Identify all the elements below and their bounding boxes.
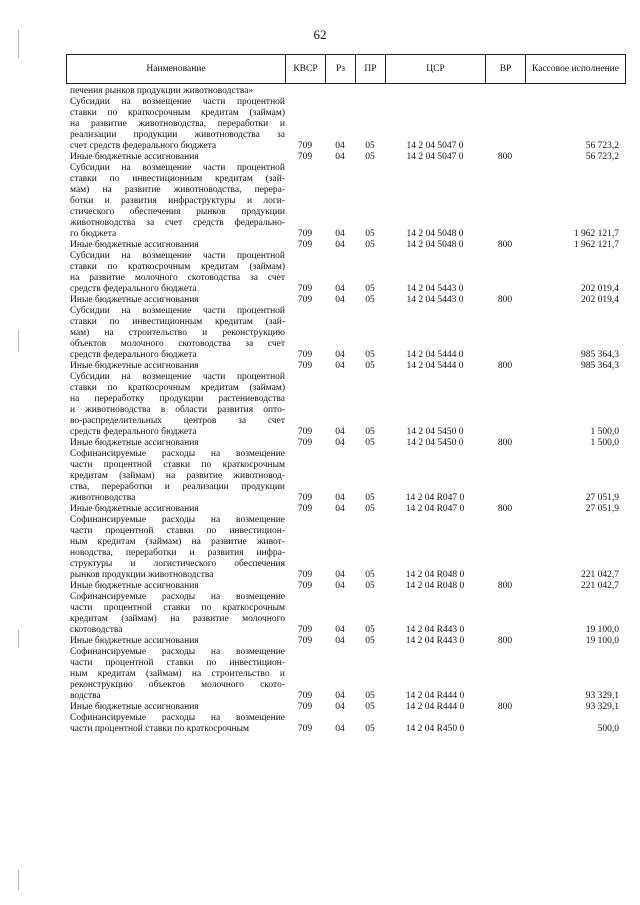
row-name-line: Софинансируемые расходы на возмещение bbox=[70, 647, 285, 657]
row-name-line: во-распределительных центров за счет bbox=[70, 416, 285, 426]
row-name-line: Субсидии на возмещение части процентной bbox=[70, 372, 285, 382]
row-csr: 14 2 04 5443 0 bbox=[406, 295, 464, 305]
row-name-line: Иные бюджетные ассигнования bbox=[70, 361, 199, 371]
row-name-line: реконструкцию объектов молочного ското- bbox=[70, 680, 285, 690]
row-vr bbox=[485, 306, 525, 361]
row-amount: 56 723,2 bbox=[585, 141, 619, 151]
row-vr bbox=[485, 515, 525, 581]
row-kvsr: 709 bbox=[297, 504, 313, 514]
row-csr: 14 2 04 5047 0 bbox=[406, 152, 464, 162]
row-amount: 19 100,0 bbox=[585, 636, 619, 646]
row-name bbox=[66, 163, 285, 240]
row-pr: 05 bbox=[365, 350, 375, 360]
row-name-line: средств федерального бюджета bbox=[70, 350, 197, 360]
row-kvsr: 709 bbox=[297, 724, 313, 734]
table-row bbox=[66, 152, 625, 163]
row-rz: 04 bbox=[335, 350, 345, 360]
row-rz: 04 bbox=[335, 240, 345, 250]
row-name-line: Иные бюджетные ассигнования bbox=[70, 152, 199, 162]
row-pr: 05 bbox=[365, 702, 375, 712]
row-name-line: Иные бюджетные ассигнования bbox=[70, 636, 199, 646]
row-name bbox=[66, 702, 285, 713]
row-pr: 05 bbox=[365, 295, 375, 305]
row-name-line: печения рынков продукции животноводства» bbox=[70, 86, 254, 96]
row-csr: 14 2 04 R444 0 bbox=[405, 691, 465, 701]
row-kvsr: 709 bbox=[297, 625, 313, 635]
row-rz: 04 bbox=[335, 295, 345, 305]
row-rz: 04 bbox=[335, 152, 345, 162]
row-name-line: ставки по краткосрочным кредитам (займам) bbox=[70, 383, 285, 393]
row-vr bbox=[485, 647, 525, 702]
budget-table-body bbox=[66, 86, 625, 735]
row-rz: 04 bbox=[335, 229, 345, 239]
row-kvsr: 709 bbox=[297, 702, 313, 712]
row-name-line: Иные бюджетные ассигнования bbox=[70, 504, 199, 514]
row-amount: 93 329,1 bbox=[585, 691, 619, 701]
row-name-line: ботки и развития инфраструктуры и логи- bbox=[70, 196, 285, 206]
row-name-line: части процентной ставки по краткосрочным bbox=[70, 724, 250, 734]
row-name-line: Иные бюджетные ассигнования bbox=[70, 702, 199, 712]
row-amount: 93 329,1 bbox=[585, 702, 619, 712]
row-kvsr bbox=[285, 86, 325, 97]
row-pr: 05 bbox=[365, 691, 375, 701]
row-vr bbox=[485, 251, 525, 295]
row-kvsr: 709 bbox=[297, 691, 313, 701]
row-amount: 1 962 121,7 bbox=[573, 240, 619, 250]
row-vr: 800 bbox=[497, 581, 513, 591]
header-name: Наименование bbox=[67, 55, 286, 84]
row-vr bbox=[485, 592, 525, 636]
row-pr: 05 bbox=[365, 240, 375, 250]
row-pr: 05 bbox=[365, 229, 375, 239]
row-name bbox=[66, 449, 285, 504]
row-name bbox=[66, 97, 285, 152]
row-name bbox=[66, 636, 285, 647]
row-csr: 14 2 04 R443 0 bbox=[405, 625, 465, 635]
table-header bbox=[66, 54, 626, 84]
row-name-line: ным кредитам (займам) на развитие живот- bbox=[70, 537, 285, 547]
table-row bbox=[66, 713, 625, 735]
row-name-line: счет средств федерального бюджета bbox=[70, 141, 217, 151]
row-rz: 04 bbox=[335, 724, 345, 734]
row-name bbox=[66, 152, 285, 163]
row-vr: 800 bbox=[497, 636, 513, 646]
row-name bbox=[66, 361, 285, 372]
row-kvsr: 709 bbox=[297, 427, 313, 437]
row-csr bbox=[385, 86, 485, 97]
row-amount: 1 500,0 bbox=[590, 438, 619, 448]
row-amount: 27 051,9 bbox=[585, 493, 619, 503]
table-row bbox=[66, 240, 625, 251]
scan-margin-mark bbox=[18, 870, 19, 890]
row-name bbox=[66, 372, 285, 438]
row-pr: 05 bbox=[365, 427, 375, 437]
row-name-line: части процентной ставки по краткосрочным bbox=[70, 603, 285, 613]
table-row bbox=[66, 372, 625, 438]
row-csr: 14 2 04 5443 0 bbox=[406, 284, 464, 294]
row-amount: 221 042,7 bbox=[581, 581, 619, 591]
row-rz: 04 bbox=[335, 702, 345, 712]
row-vr: 800 bbox=[497, 152, 513, 162]
row-kvsr: 709 bbox=[297, 295, 313, 305]
scan-margin-mark bbox=[18, 330, 19, 352]
row-rz: 04 bbox=[335, 284, 345, 294]
row-name-line: ставки по инвестиционным кредитам (зай- bbox=[70, 317, 285, 327]
row-name-line: ставки по краткосрочным кредитам (займам) bbox=[70, 262, 285, 272]
row-kvsr: 709 bbox=[297, 141, 313, 151]
row-name bbox=[66, 713, 285, 735]
row-name-line: новодства, переработки и развития инфра- bbox=[70, 548, 285, 558]
row-pr: 05 bbox=[365, 504, 375, 514]
row-vr: 800 bbox=[497, 295, 513, 305]
table-row bbox=[66, 515, 625, 581]
row-name-line: на развитие молочного скотоводства за счет bbox=[70, 273, 285, 283]
header-vr: ВР bbox=[486, 55, 526, 84]
row-name-line: водства bbox=[70, 691, 101, 701]
row-kvsr: 709 bbox=[297, 438, 313, 448]
row-pr: 05 bbox=[365, 361, 375, 371]
table-row bbox=[66, 636, 625, 647]
table-row bbox=[66, 163, 625, 240]
row-vr bbox=[485, 713, 525, 735]
row-name-line: Субсидии на возмещение части процентной bbox=[70, 163, 285, 173]
row-csr: 14 2 04 5048 0 bbox=[406, 229, 464, 239]
row-csr: 14 2 04 R444 0 bbox=[405, 702, 465, 712]
row-pr: 05 bbox=[365, 625, 375, 635]
row-name-line: Софинансируемые расходы на возмещение bbox=[70, 449, 285, 459]
row-name-line: объектов молочного скотоводства за счет bbox=[70, 339, 285, 349]
row-vr: 800 bbox=[497, 702, 513, 712]
header-cash: Кассовое исполнение bbox=[526, 55, 626, 84]
row-vr: 800 bbox=[497, 438, 513, 448]
row-name-line: мам) на строительство и реконструкцию bbox=[70, 328, 285, 338]
row-name-line: Софинансируемые расходы на возмещение bbox=[70, 515, 285, 525]
row-csr: 14 2 04 R450 0 bbox=[405, 724, 465, 734]
row-csr: 14 2 04 R047 0 bbox=[405, 493, 465, 503]
table-row bbox=[66, 647, 625, 702]
row-name-line: реализации продукции животноводства за bbox=[70, 130, 285, 140]
row-rz: 04 bbox=[335, 361, 345, 371]
row-rz: 04 bbox=[335, 581, 345, 591]
row-vr bbox=[485, 86, 525, 97]
header-csr: ЦСР bbox=[386, 55, 486, 84]
row-amount: 202 019,4 bbox=[581, 284, 619, 294]
table-row bbox=[66, 438, 625, 449]
row-rz: 04 bbox=[335, 493, 345, 503]
row-name bbox=[66, 86, 285, 97]
row-pr: 05 bbox=[365, 570, 375, 580]
row-amount: 56 723,2 bbox=[585, 152, 619, 162]
row-kvsr: 709 bbox=[297, 361, 313, 371]
row-amount: 985 364,3 bbox=[581, 350, 619, 360]
row-rz: 04 bbox=[335, 141, 345, 151]
table-row bbox=[66, 702, 625, 713]
row-amount: 1 500,0 bbox=[590, 427, 619, 437]
row-name-line: части процентной ставки по краткосрочным bbox=[70, 460, 285, 470]
row-amount: 19 100,0 bbox=[585, 625, 619, 635]
row-pr: 05 bbox=[365, 152, 375, 162]
row-name bbox=[66, 251, 285, 295]
row-pr: 05 bbox=[365, 724, 375, 734]
row-rz bbox=[325, 86, 355, 97]
table-row bbox=[66, 97, 625, 152]
row-csr: 14 2 04 R443 0 bbox=[405, 636, 465, 646]
row-kvsr: 709 bbox=[297, 350, 313, 360]
row-amount: 985 364,3 bbox=[581, 361, 619, 371]
row-name-line: стического обеспечения рынков продукции bbox=[70, 207, 285, 217]
row-name-line: ставки по краткосрочным кредитам (займам) bbox=[70, 108, 285, 118]
row-kvsr: 709 bbox=[297, 636, 313, 646]
row-name-line: Иные бюджетные ассигнования bbox=[70, 240, 199, 250]
row-rz: 04 bbox=[335, 570, 345, 580]
row-amount: 500,0 bbox=[597, 724, 619, 734]
row-name-line: средств федерального бюджета bbox=[70, 427, 197, 437]
row-kvsr: 709 bbox=[297, 240, 313, 250]
row-csr: 14 2 04 R047 0 bbox=[405, 504, 465, 514]
row-pr: 05 bbox=[365, 636, 375, 646]
row-name bbox=[66, 581, 285, 592]
row-name bbox=[66, 240, 285, 251]
row-pr: 05 bbox=[365, 141, 375, 151]
table-row bbox=[66, 592, 625, 636]
row-csr: 14 2 04 5450 0 bbox=[406, 438, 464, 448]
row-name-line: Иные бюджетные ассигнования bbox=[70, 295, 199, 305]
row-csr: 14 2 04 5047 0 bbox=[406, 141, 464, 151]
row-csr: 14 2 04 5450 0 bbox=[406, 427, 464, 437]
row-name-line: Иные бюджетные ассигнования bbox=[70, 438, 199, 448]
row-rz: 04 bbox=[335, 438, 345, 448]
row-name-line: скотоводства bbox=[70, 625, 123, 635]
row-vr: 800 bbox=[497, 240, 513, 250]
row-kvsr: 709 bbox=[297, 152, 313, 162]
row-pr: 05 bbox=[365, 284, 375, 294]
row-name bbox=[66, 306, 285, 361]
row-name-line: Субсидии на возмещение части процентной bbox=[70, 97, 285, 107]
row-name-line: Софинансируемые расходы на возмещение bbox=[70, 713, 285, 723]
row-csr: 14 2 04 5444 0 bbox=[406, 361, 464, 371]
row-name-line: на переработку продукции растениеводства bbox=[70, 394, 285, 404]
row-vr bbox=[485, 449, 525, 504]
row-name-line: го бюджета bbox=[70, 229, 117, 239]
row-name-line: кредитам (займам) на развитие животновод- bbox=[70, 471, 285, 481]
row-amount: 221 042,7 bbox=[581, 570, 619, 580]
table-row bbox=[66, 504, 625, 515]
row-kvsr: 709 bbox=[297, 284, 313, 294]
row-kvsr: 709 bbox=[297, 581, 313, 591]
row-name-line: животноводства bbox=[70, 493, 136, 503]
table-row bbox=[66, 361, 625, 372]
row-name-line: части процентной ставки по инвестицион- bbox=[70, 658, 285, 668]
row-rz: 04 bbox=[335, 691, 345, 701]
row-name bbox=[66, 515, 285, 581]
table-row bbox=[66, 86, 625, 97]
row-name-line: Субсидии на возмещение части процентной bbox=[70, 306, 285, 316]
row-name-line: Софинансируемые расходы на возмещение bbox=[70, 592, 285, 602]
row-name bbox=[66, 438, 285, 449]
row-kvsr: 709 bbox=[297, 493, 313, 503]
row-pr: 05 bbox=[365, 581, 375, 591]
row-pr: 05 bbox=[365, 493, 375, 503]
row-name-line: части процентной ставки по инвестицион- bbox=[70, 526, 285, 536]
scan-margin-mark bbox=[18, 630, 19, 648]
row-kvsr: 709 bbox=[297, 570, 313, 580]
row-pr: 05 bbox=[365, 438, 375, 448]
row-name-line: кредитам (займам) на развитие молочного bbox=[70, 614, 285, 624]
row-csr: 14 2 04 5048 0 bbox=[406, 240, 464, 250]
row-pr bbox=[355, 86, 385, 97]
row-vr bbox=[485, 163, 525, 240]
row-kvsr: 709 bbox=[297, 229, 313, 239]
table-row bbox=[66, 295, 625, 306]
row-csr: 14 2 04 5444 0 bbox=[406, 350, 464, 360]
row-vr bbox=[485, 97, 525, 152]
header-pr: ПР bbox=[356, 55, 386, 84]
row-amount: 1 962 121,7 bbox=[573, 229, 619, 239]
page-number: 62 bbox=[313, 27, 327, 42]
row-rz: 04 bbox=[335, 427, 345, 437]
row-name-line: ставки по инвестиционным кредитам (зай- bbox=[70, 174, 285, 184]
row-name-line: Иные бюджетные ассигнования bbox=[70, 581, 199, 591]
row-rz: 04 bbox=[335, 625, 345, 635]
row-amount: 27 051,9 bbox=[585, 504, 619, 514]
row-name-line: и животноводства в области развития опто- bbox=[70, 405, 285, 415]
row-vr: 800 bbox=[497, 361, 513, 371]
row-name-line: средств федерального бюджета bbox=[70, 284, 197, 294]
row-rz: 04 bbox=[335, 636, 345, 646]
budget-table bbox=[66, 86, 625, 735]
row-name-line: структуры и логистического обеспечения bbox=[70, 559, 285, 569]
table-row bbox=[66, 251, 625, 295]
table-row bbox=[66, 306, 625, 361]
row-name-line: рынков продукции животноводства bbox=[70, 570, 214, 580]
row-vr: 800 bbox=[497, 504, 513, 514]
row-name-line: ства, переработки и реализации продукции bbox=[70, 482, 285, 492]
header-kvsr: КВСР bbox=[286, 55, 326, 84]
row-name-line: ным кредитам (займам) на строительство и bbox=[70, 669, 285, 679]
row-name-line: Субсидии на возмещение части процентной bbox=[70, 251, 285, 261]
row-name-line: животноводства за счет средств федерально- bbox=[70, 218, 285, 228]
table-row bbox=[66, 581, 625, 592]
header-rz: Рз bbox=[326, 55, 356, 84]
row-name-line: мам) на развитие животноводства, перера- bbox=[70, 185, 285, 195]
table-row bbox=[66, 449, 625, 504]
row-name bbox=[66, 647, 285, 702]
row-name bbox=[66, 295, 285, 306]
row-name bbox=[66, 592, 285, 636]
row-vr bbox=[485, 372, 525, 438]
row-amount: 202 019,4 bbox=[581, 295, 619, 305]
row-name bbox=[66, 504, 285, 515]
row-name-line: на развитие животноводства, переработки и bbox=[70, 119, 285, 129]
row-csr: 14 2 04 R048 0 bbox=[405, 581, 465, 591]
row-csr: 14 2 04 R048 0 bbox=[405, 570, 465, 580]
row-rz: 04 bbox=[335, 504, 345, 514]
row-amount bbox=[525, 86, 625, 97]
